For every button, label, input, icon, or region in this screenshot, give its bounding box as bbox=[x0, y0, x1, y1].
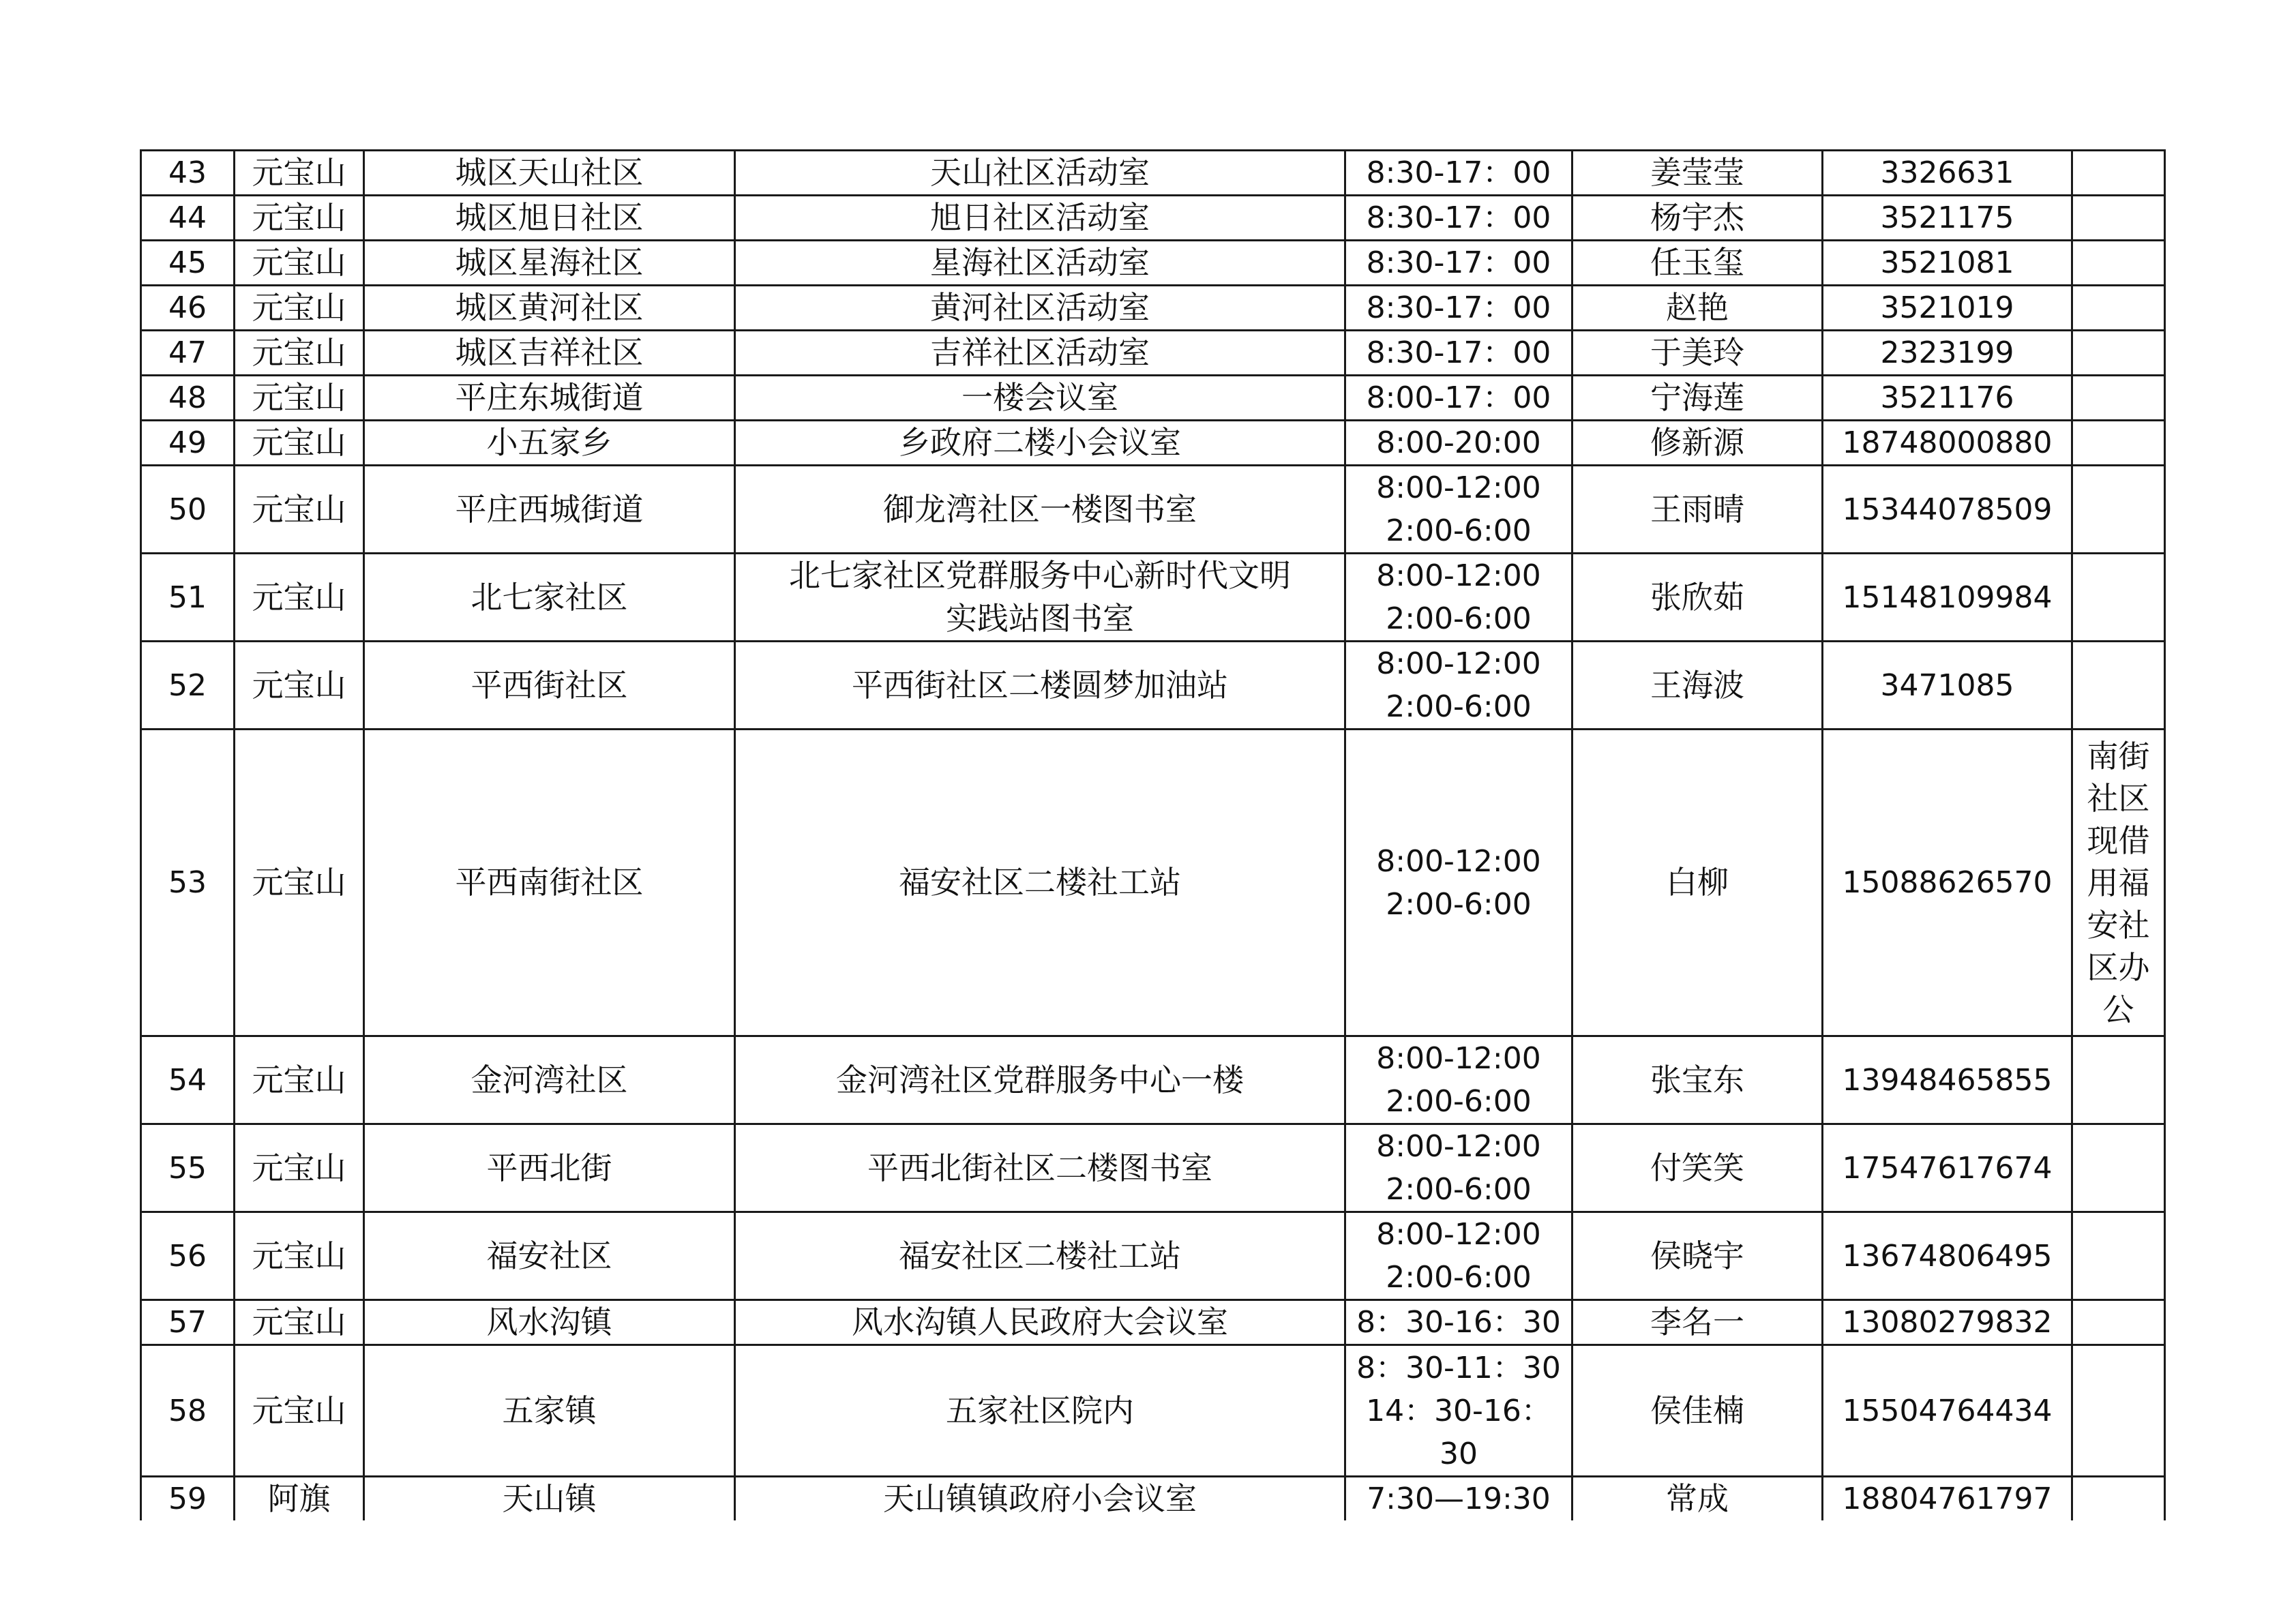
place-cell: 吉祥社区活动室 bbox=[735, 331, 1345, 376]
row-number: 49 bbox=[141, 421, 235, 466]
note-cell bbox=[2072, 286, 2165, 331]
place-cell: 天山镇镇政府小会议室 bbox=[735, 1477, 1345, 1521]
county-cell: 元宝山 bbox=[235, 286, 364, 331]
time-cell: 8:00-12:00 2:00-6:00 bbox=[1345, 642, 1572, 730]
county-cell: 元宝山 bbox=[235, 642, 364, 730]
row-number: 54 bbox=[141, 1036, 235, 1124]
note-cell bbox=[2072, 466, 2165, 554]
place-cell: 一楼会议室 bbox=[735, 376, 1345, 421]
area-cell: 天山镇 bbox=[364, 1477, 735, 1521]
place-cell: 平西街社区二楼圆梦加油站 bbox=[735, 642, 1345, 730]
table-row bbox=[141, 730, 2165, 1036]
county-cell: 元宝山 bbox=[235, 196, 364, 241]
county-cell: 元宝山 bbox=[235, 466, 364, 554]
place-cell: 金河湾社区党群服务中心一楼 bbox=[735, 1036, 1345, 1124]
row-number: 56 bbox=[141, 1212, 235, 1300]
table-row bbox=[141, 196, 2165, 241]
row-number: 51 bbox=[141, 554, 235, 642]
row-number: 43 bbox=[141, 151, 235, 196]
area-cell: 平庄西城街道 bbox=[364, 466, 735, 554]
time-cell: 7:30—19:30 bbox=[1345, 1477, 1572, 1521]
contact-cell: 侯佳楠 bbox=[1572, 1345, 1823, 1477]
note-cell: 南街 社区 现借 用福 安社 区办 公 bbox=[2072, 730, 2165, 1036]
phone-cell: 17547617674 bbox=[1823, 1124, 2072, 1212]
note-cell bbox=[2072, 196, 2165, 241]
phone-cell: 2323199 bbox=[1823, 331, 2072, 376]
note-cell bbox=[2072, 1212, 2165, 1300]
area-cell: 北七家社区 bbox=[364, 554, 735, 642]
table-row bbox=[141, 286, 2165, 331]
area-cell: 平庄东城街道 bbox=[364, 376, 735, 421]
place-cell: 黄河社区活动室 bbox=[735, 286, 1345, 331]
table-row bbox=[141, 331, 2165, 376]
area-cell: 城区天山社区 bbox=[364, 151, 735, 196]
note-cell bbox=[2072, 554, 2165, 642]
contact-table bbox=[140, 149, 2166, 1520]
place-cell: 星海社区活动室 bbox=[735, 241, 1345, 286]
table-row bbox=[141, 466, 2165, 554]
row-number: 52 bbox=[141, 642, 235, 730]
place-cell: 旭日社区活动室 bbox=[735, 196, 1345, 241]
time-cell: 8:00-12:00 2:00-6:00 bbox=[1345, 730, 1572, 1036]
table-row bbox=[141, 1036, 2165, 1124]
note-cell bbox=[2072, 642, 2165, 730]
county-cell: 元宝山 bbox=[235, 151, 364, 196]
table-row bbox=[141, 1124, 2165, 1212]
county-cell: 元宝山 bbox=[235, 1036, 364, 1124]
place-cell: 天山社区活动室 bbox=[735, 151, 1345, 196]
note-cell bbox=[2072, 1124, 2165, 1212]
phone-cell: 18804761797 bbox=[1823, 1477, 2072, 1521]
area-cell: 城区黄河社区 bbox=[364, 286, 735, 331]
contact-cell: 张宝东 bbox=[1572, 1036, 1823, 1124]
phone-cell: 3521019 bbox=[1823, 286, 2072, 331]
time-cell: 8:00-12:00 2:00-6:00 bbox=[1345, 1036, 1572, 1124]
row-number: 47 bbox=[141, 331, 235, 376]
county-cell: 元宝山 bbox=[235, 241, 364, 286]
area-cell: 城区吉祥社区 bbox=[364, 331, 735, 376]
note-cell bbox=[2072, 376, 2165, 421]
note-cell bbox=[2072, 1300, 2165, 1345]
note-cell bbox=[2072, 421, 2165, 466]
place-cell: 御龙湾社区一楼图书室 bbox=[735, 466, 1345, 554]
area-cell: 城区旭日社区 bbox=[364, 196, 735, 241]
contact-cell: 杨宇杰 bbox=[1572, 196, 1823, 241]
note-cell bbox=[2072, 331, 2165, 376]
phone-cell: 15148109984 bbox=[1823, 554, 2072, 642]
contact-cell: 王雨晴 bbox=[1572, 466, 1823, 554]
time-cell: 8:00-20:00 bbox=[1345, 421, 1572, 466]
row-number: 45 bbox=[141, 241, 235, 286]
contact-cell: 常成 bbox=[1572, 1477, 1823, 1521]
area-cell: 风水沟镇 bbox=[364, 1300, 735, 1345]
county-cell: 元宝山 bbox=[235, 1212, 364, 1300]
county-cell: 阿旗 bbox=[235, 1477, 364, 1521]
area-cell: 福安社区 bbox=[364, 1212, 735, 1300]
phone-cell: 3326631 bbox=[1823, 151, 2072, 196]
time-cell: 8:30-17：00 bbox=[1345, 286, 1572, 331]
place-cell: 平西北街社区二楼图书室 bbox=[735, 1124, 1345, 1212]
phone-cell: 3471085 bbox=[1823, 642, 2072, 730]
table-row bbox=[141, 554, 2165, 642]
county-cell: 元宝山 bbox=[235, 1345, 364, 1477]
row-number: 46 bbox=[141, 286, 235, 331]
contact-cell: 白柳 bbox=[1572, 730, 1823, 1036]
phone-cell: 13948465855 bbox=[1823, 1036, 2072, 1124]
table-row bbox=[141, 642, 2165, 730]
contact-cell: 李名一 bbox=[1572, 1300, 1823, 1345]
contact-cell: 付笑笑 bbox=[1572, 1124, 1823, 1212]
area-cell: 城区星海社区 bbox=[364, 241, 735, 286]
county-cell: 元宝山 bbox=[235, 1300, 364, 1345]
phone-cell: 3521081 bbox=[1823, 241, 2072, 286]
place-cell: 福安社区二楼社工站 bbox=[735, 1212, 1345, 1300]
table-row bbox=[141, 151, 2165, 196]
contact-cell: 宁海莲 bbox=[1572, 376, 1823, 421]
county-cell: 元宝山 bbox=[235, 331, 364, 376]
note-cell bbox=[2072, 1345, 2165, 1477]
county-cell: 元宝山 bbox=[235, 421, 364, 466]
note-cell bbox=[2072, 1477, 2165, 1521]
table-row bbox=[141, 241, 2165, 286]
area-cell: 金河湾社区 bbox=[364, 1036, 735, 1124]
time-cell: 8:00-12:00 2:00-6:00 bbox=[1345, 554, 1572, 642]
row-number: 55 bbox=[141, 1124, 235, 1212]
county-cell: 元宝山 bbox=[235, 376, 364, 421]
contact-cell: 修新源 bbox=[1572, 421, 1823, 466]
row-number: 44 bbox=[141, 196, 235, 241]
table-row bbox=[141, 421, 2165, 466]
area-cell: 平西街社区 bbox=[364, 642, 735, 730]
phone-cell: 18748000880 bbox=[1823, 421, 2072, 466]
phone-cell: 15088626570 bbox=[1823, 730, 2072, 1036]
county-cell: 元宝山 bbox=[235, 554, 364, 642]
contact-cell: 王海波 bbox=[1572, 642, 1823, 730]
time-cell: 8:30-17：00 bbox=[1345, 151, 1572, 196]
table-row bbox=[141, 1477, 2165, 1521]
time-cell: 8:00-12:00 2:00-6:00 bbox=[1345, 1124, 1572, 1212]
phone-cell: 3521175 bbox=[1823, 196, 2072, 241]
table-row bbox=[141, 1345, 2165, 1477]
area-cell: 五家镇 bbox=[364, 1345, 735, 1477]
time-cell: 8:30-17：00 bbox=[1345, 241, 1572, 286]
row-number: 53 bbox=[141, 730, 235, 1036]
area-cell: 平西南街社区 bbox=[364, 730, 735, 1036]
contact-cell: 姜莹莹 bbox=[1572, 151, 1823, 196]
row-number: 48 bbox=[141, 376, 235, 421]
phone-cell: 3521176 bbox=[1823, 376, 2072, 421]
row-number: 58 bbox=[141, 1345, 235, 1477]
place-cell: 乡政府二楼小会议室 bbox=[735, 421, 1345, 466]
place-cell: 风水沟镇人民政府大会议室 bbox=[735, 1300, 1345, 1345]
contact-cell: 赵艳 bbox=[1572, 286, 1823, 331]
contact-cell: 于美玲 bbox=[1572, 331, 1823, 376]
time-cell: 8:00-17：00 bbox=[1345, 376, 1572, 421]
phone-cell: 15344078509 bbox=[1823, 466, 2072, 554]
table-row bbox=[141, 1212, 2165, 1300]
note-cell bbox=[2072, 151, 2165, 196]
table-row bbox=[141, 376, 2165, 421]
phone-cell: 15504764434 bbox=[1823, 1345, 2072, 1477]
table-row bbox=[141, 1300, 2165, 1345]
time-cell: 8：30-11：30 14：30-16： 30 bbox=[1345, 1345, 1572, 1477]
time-cell: 8:00-12:00 2:00-6:00 bbox=[1345, 1212, 1572, 1300]
contact-cell: 任玉玺 bbox=[1572, 241, 1823, 286]
county-cell: 元宝山 bbox=[235, 1124, 364, 1212]
time-cell: 8:30-17：00 bbox=[1345, 196, 1572, 241]
place-cell: 北七家社区党群服务中心新时代文明 实践站图书室 bbox=[735, 554, 1345, 642]
county-cell: 元宝山 bbox=[235, 730, 364, 1036]
contact-cell: 侯晓宇 bbox=[1572, 1212, 1823, 1300]
table-body bbox=[141, 151, 2165, 1521]
note-cell bbox=[2072, 241, 2165, 286]
place-cell: 五家社区院内 bbox=[735, 1345, 1345, 1477]
contact-cell: 张欣茹 bbox=[1572, 554, 1823, 642]
note-cell bbox=[2072, 1036, 2165, 1124]
area-cell: 平西北街 bbox=[364, 1124, 735, 1212]
row-number: 50 bbox=[141, 466, 235, 554]
row-number: 57 bbox=[141, 1300, 235, 1345]
phone-cell: 13674806495 bbox=[1823, 1212, 2072, 1300]
time-cell: 8:00-12:00 2:00-6:00 bbox=[1345, 466, 1572, 554]
row-number: 59 bbox=[141, 1477, 235, 1521]
time-cell: 8：30-16：30 bbox=[1345, 1300, 1572, 1345]
place-cell: 福安社区二楼社工站 bbox=[735, 730, 1345, 1036]
phone-cell: 13080279832 bbox=[1823, 1300, 2072, 1345]
area-cell: 小五家乡 bbox=[364, 421, 735, 466]
time-cell: 8:30-17：00 bbox=[1345, 331, 1572, 376]
